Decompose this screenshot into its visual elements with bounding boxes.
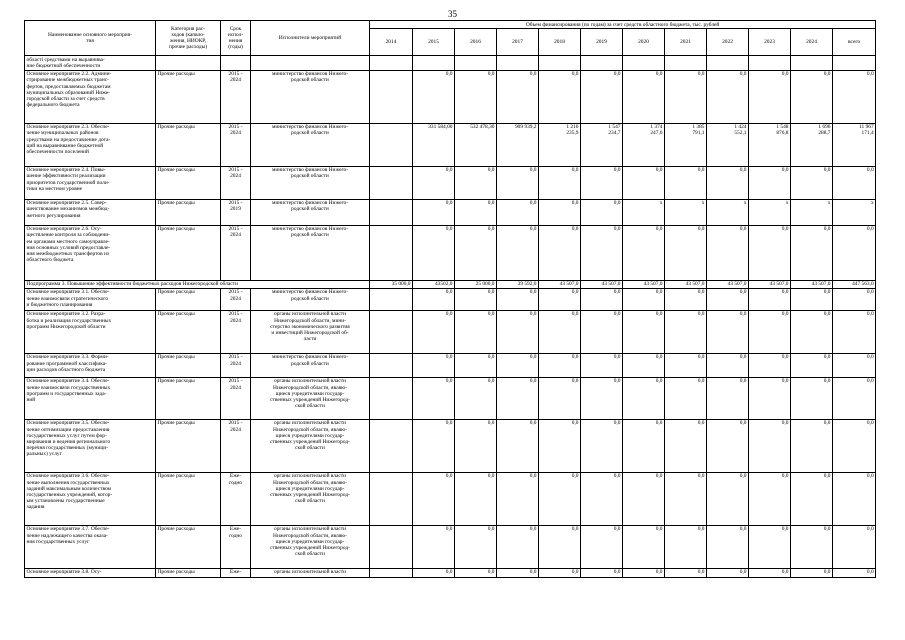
execution-term: Еже- годно (221, 472, 251, 525)
funding-value: 0,0 (539, 568, 581, 577)
header-funding-group: Объем финансирования (по годам) за счет средств областного бюджета, тыс. рублей (370, 21, 876, 29)
funding-value: 0,0 (497, 472, 539, 525)
funding-value: 0,0 (749, 288, 791, 310)
funding-value: 0,0 (539, 166, 581, 199)
funding-value: 0,0 (665, 377, 707, 419)
funding-value: 0,0 (707, 568, 749, 577)
funding-value: 43502,0 (413, 280, 455, 288)
funding-value: 0,0 (413, 310, 455, 353)
funding-value: 0,0 (455, 225, 497, 280)
funding-value: 447 563,0 (833, 280, 876, 288)
funding-value: 0,0 (497, 377, 539, 419)
funding-value: 0,0 (413, 419, 455, 472)
activity-name: Основное мероприятие 3.3. Форми- рование программной классифика- ции расходов областного бюджета (25, 353, 156, 377)
funding-value: 0,0 (749, 353, 791, 377)
funding-value: 0,0 (581, 472, 623, 525)
funding-value: 43 507,0 (707, 280, 749, 288)
executor: органы исполнительной власти Нижегородской области, являю- щиеся учредителями государ- ственных учреждений Нижегород- ской области (251, 472, 370, 525)
funding-value: х (749, 199, 791, 225)
funding-value: 0,0 (749, 568, 791, 577)
expense-category: Прочие расходы (156, 310, 221, 353)
funding-value: 0,0 (623, 568, 665, 577)
header-year: всего (833, 29, 876, 56)
funding-value: 0,0 (497, 199, 539, 225)
funding-value: 0,0 (497, 419, 539, 472)
funding-value: 0,0 (833, 377, 876, 419)
funding-value: 909 939,2 (497, 123, 539, 166)
funding-value: 0,0 (455, 419, 497, 472)
funding-value: 0,0 (707, 166, 749, 199)
funding-value: 0,0 (413, 70, 455, 123)
execution-term: 2015 - 2024 (221, 419, 251, 472)
activity-name: Основное мероприятие 3.5. Обеспе- чение оптимизации предоставления государственных услуг путем фор- мирования и ведения регионального перечня государственных (муници- pальных) услуг (25, 419, 156, 472)
funding-value: х (833, 199, 876, 225)
header-year: 2024 (791, 29, 833, 56)
funding-value: 11 967 171,4 (833, 123, 876, 166)
expense-category: Прочие расходы (156, 353, 221, 377)
funding-value: 0,0 (497, 525, 539, 568)
activity-name: Основное мероприятие 3.2. Разра- ботка и реализация государственных программ Нижегородской области (25, 310, 156, 353)
header-year: 2021 (665, 29, 707, 56)
funding-value: 0,0 (581, 568, 623, 577)
funding-value: 0,0 (581, 70, 623, 123)
executor: министерство финансов Нижего- родской области (251, 123, 370, 166)
expense-category: Прочие расходы (156, 70, 221, 123)
funding-table (24, 20, 876, 578)
funding-value: 0,0 (581, 353, 623, 377)
executor: министерство финансов Нижего- родской области (251, 70, 370, 123)
funding-value (370, 419, 413, 472)
funding-value: 0,0 (455, 568, 497, 577)
funding-value: 0,0 (581, 225, 623, 280)
table-row (25, 70, 876, 123)
activity-name: Основное мероприятие 3.8. Осу- (25, 568, 156, 577)
expense-category: Прочие расходы (156, 123, 221, 166)
execution-term: 2015 - 2024 (221, 123, 251, 166)
funding-value: 0,0 (413, 472, 455, 525)
table-row (25, 525, 876, 568)
execution-term: Еже- (221, 568, 251, 577)
funding-value: 0,0 (455, 288, 497, 310)
activity-name: Основное мероприятие 3.7. Обеспе- чение надлежащего качества оказа- ния государственных услуг (25, 525, 156, 568)
expense-category: Прочие расходы (156, 288, 221, 310)
expense-category: Прочие расходы (156, 525, 221, 568)
header-year: 2018 (539, 29, 581, 56)
funding-value: 1 696 288,7 (791, 123, 833, 166)
funding-value: 0,0 (455, 525, 497, 568)
funding-value: 0,0 (623, 377, 665, 419)
table-row (25, 199, 876, 225)
empty-cell (791, 56, 833, 70)
execution-term: 2015 - 2024 (221, 310, 251, 353)
executor: министерство финансов Нижего- родской области (251, 166, 370, 199)
funding-value: 0,0 (539, 419, 581, 472)
funding-value: 1 216 235,9 (539, 123, 581, 166)
execution-term: 2015 - 2024 (221, 288, 251, 310)
funding-value: 1 547 234,7 (581, 123, 623, 166)
funding-value: 0,0 (413, 288, 455, 310)
funding-value: 0,0 (833, 568, 876, 577)
activity-name: Основное мероприятие 3.6. Обеспе- чение выполнения государственных заданий максимальным количеством государственных учреждений, котор- ым установлены государственные задания (25, 472, 156, 525)
table-body (25, 21, 876, 578)
funding-value: 0,0 (749, 70, 791, 123)
funding-value: 0,0 (749, 377, 791, 419)
empty-cell (581, 56, 623, 70)
expense-category: Прочие расходы (156, 472, 221, 525)
funding-value: 0,0 (581, 199, 623, 225)
funding-value: 0,0 (623, 288, 665, 310)
funding-value: 0,0 (623, 310, 665, 353)
execution-term: 2015 - 2024 (221, 353, 251, 377)
funding-value: 0,0 (455, 310, 497, 353)
expense-category: Прочие расходы (156, 377, 221, 419)
funding-value: 0,0 (413, 225, 455, 280)
funding-value: 0,0 (455, 70, 497, 123)
header-name: Наименование основного мероприя- тия (25, 21, 156, 56)
empty-cell (156, 56, 221, 70)
funding-value: 0,0 (539, 225, 581, 280)
funding-value: 331 584,00 (413, 123, 455, 166)
funding-value: 0,0 (665, 568, 707, 577)
header-row (25, 21, 876, 29)
funding-value (370, 377, 413, 419)
funding-value: 0,0 (455, 199, 497, 225)
funding-value (370, 166, 413, 199)
executor: органы исполнительной власти Нижегородской области, являю- щиеся учредителями государ- ственных учреждений Нижегород- ской области (251, 525, 370, 568)
funding-value: 0,0 (749, 225, 791, 280)
funding-value: 0,0 (413, 166, 455, 199)
funding-value: 0,0 (833, 472, 876, 525)
subprogram-title: Подпрограмма 3. Повышение эффективности бюджетных расходов Нижегородской области (25, 280, 370, 288)
funding-value: 0,0 (707, 472, 749, 525)
execution-term: 2015 - 2024 (221, 225, 251, 280)
funding-value: 0,0 (791, 353, 833, 377)
activity-name: області средствами на выравнива- ние бюджетной обеспеченности (25, 56, 156, 70)
funding-value (370, 70, 413, 123)
header-year: 2020 (623, 29, 665, 56)
table-row (25, 353, 876, 377)
funding-value: 0,0 (497, 70, 539, 123)
funding-value: 0,0 (749, 419, 791, 472)
execution-term: Еже- годно (221, 525, 251, 568)
executor: органы исполнительной власти Нижегородской области, являю- щиеся учредителями государ- ственных учреждений Нижегород- ской области (251, 377, 370, 419)
funding-value: 0,0 (665, 353, 707, 377)
funding-value: 0,0 (539, 199, 581, 225)
table-row (25, 472, 876, 525)
table-row (25, 568, 876, 577)
funding-value (370, 568, 413, 577)
funding-value: 1 374 247,6 (623, 123, 665, 166)
funding-value: 0,0 (833, 310, 876, 353)
funding-value: 0,0 (455, 166, 497, 199)
table-row (25, 377, 876, 419)
funding-value: 0,0 (833, 166, 876, 199)
funding-value: 0,0 (791, 225, 833, 280)
funding-value: 1 385 791,1 (665, 123, 707, 166)
funding-value: 0,0 (707, 419, 749, 472)
funding-value: 0,0 (413, 525, 455, 568)
expense-category: Прочие расходы (156, 199, 221, 225)
header-year: 2015 (413, 29, 455, 56)
expense-category: Прочие расходы (156, 568, 221, 577)
funding-value: 0,0 (665, 310, 707, 353)
funding-value (370, 225, 413, 280)
empty-cell (665, 56, 707, 70)
funding-value: 0,0 (455, 353, 497, 377)
funding-value: 0,0 (791, 70, 833, 123)
funding-value: 0,0 (791, 166, 833, 199)
empty-cell (497, 56, 539, 70)
funding-value: 0,0 (665, 70, 707, 123)
activity-name: Основное мероприятие 2.6. Осу- ществление контроля за соблюдени- ем органами местного самоуправле- ния основных условий предоставле- ния межбюджетных трансфертов из областного бюджета (25, 225, 156, 280)
funding-value: х (665, 199, 707, 225)
funding-value: 0,0 (539, 472, 581, 525)
funding-value: 0,0 (707, 377, 749, 419)
funding-value: 0,0 (497, 225, 539, 280)
executor: министерство финансов Нижего- родской области (251, 353, 370, 377)
funding-value: 0,0 (497, 310, 539, 353)
page-number: 35 (448, 9, 457, 19)
funding-value: 0,0 (413, 353, 455, 377)
funding-value: 0,0 (623, 70, 665, 123)
funding-value: 25 000,0 (455, 280, 497, 288)
empty-cell (539, 56, 581, 70)
funding-value: 0,0 (497, 353, 539, 377)
funding-value: 0,0 (581, 288, 623, 310)
funding-value: 0,0 (833, 225, 876, 280)
activity-name: Основное мероприятие 2.2. Админи- стрирование межбюджетных транс- фертов, предоставляемых бюджетам муниципальных образований Ниже- городской области за счет средств федерального бюджета (25, 70, 156, 123)
table-row-continuation (25, 56, 876, 70)
funding-value: 0,0 (665, 288, 707, 310)
funding-value: 0,0 (749, 310, 791, 353)
execution-term: 2015 - 2024 (221, 166, 251, 199)
funding-value: 0,0 (539, 288, 581, 310)
executor: органы исполнительной власти (251, 568, 370, 577)
table-row (25, 310, 876, 353)
funding-value: 0,0 (539, 377, 581, 419)
funding-value: 43 507,0 (539, 280, 581, 288)
funding-value: 43 507,0 (623, 280, 665, 288)
funding-value: 43 507,0 (749, 280, 791, 288)
funding-value: 0,0 (833, 525, 876, 568)
empty-cell (455, 56, 497, 70)
header-year: 2019 (581, 29, 623, 56)
funding-value: 0,0 (581, 377, 623, 419)
expense-category: Прочие расходы (156, 166, 221, 199)
funding-value: 0,0 (707, 525, 749, 568)
activity-name: Основное мероприятие 3.1. Обеспе- чение взаимосвязи стратегического и бюджетного планирования (25, 288, 156, 310)
funding-value (370, 123, 413, 166)
funding-value: 43 507,0 (665, 280, 707, 288)
funding-value: 0,0 (623, 225, 665, 280)
header-executor: Исполнители мероприятий (251, 21, 370, 56)
executor: органы исполнительной власти Нижегородской области, являю- щиеся учредителями государ- ственных учреждений Нижегород- ской области (251, 419, 370, 472)
table-row (25, 166, 876, 199)
funding-value: 0,0 (707, 70, 749, 123)
funding-value: х (623, 199, 665, 225)
funding-value: 0,0 (623, 525, 665, 568)
funding-value: 0,0 (707, 225, 749, 280)
activity-name: Основное мероприятие 2.5. Совер- шенствование механизмов межбюд- жетного регулирования (25, 199, 156, 225)
empty-cell (221, 56, 251, 70)
activity-name: Основное мероприятие 2.3. Обеспе- чение муниципальных районов средствами на предоставление дота- ций на выравнивание бюджетной обеспеченности поселений (25, 123, 156, 166)
execution-term: 2015 - 2024 (221, 377, 251, 419)
funding-value: 532 478,30 (455, 123, 497, 166)
funding-value: 0,0 (791, 419, 833, 472)
funding-value: 0,0 (791, 377, 833, 419)
funding-value: 0,0 (581, 310, 623, 353)
funding-value: 0,0 (539, 310, 581, 353)
funding-value: 0,0 (455, 377, 497, 419)
funding-value: 0,0 (707, 310, 749, 353)
funding-value: 0,0 (539, 525, 581, 568)
table-row (25, 419, 876, 472)
funding-value: 0,0 (749, 472, 791, 525)
header-year: 2016 (455, 29, 497, 56)
empty-cell (370, 56, 413, 70)
funding-value: 0,0 (665, 525, 707, 568)
funding-value (370, 310, 413, 353)
funding-value: 43 507,0 (791, 280, 833, 288)
funding-value: 0,0 (833, 288, 876, 310)
funding-value: 0,0 (497, 166, 539, 199)
empty-cell (749, 56, 791, 70)
funding-value: 0,0 (833, 70, 876, 123)
execution-term: 2015 - 2024 (221, 70, 251, 123)
funding-value: 0,0 (413, 377, 455, 419)
empty-cell (413, 56, 455, 70)
funding-value: 0,0 (539, 70, 581, 123)
funding-value (370, 472, 413, 525)
funding-value: 0,0 (791, 525, 833, 568)
executor: министерство финансов Нижего- родской области (251, 288, 370, 310)
funding-value (370, 525, 413, 568)
empty-cell (251, 56, 370, 70)
empty-cell (623, 56, 665, 70)
funding-value: 0,0 (791, 310, 833, 353)
funding-value: х (707, 199, 749, 225)
funding-value: 0,0 (833, 419, 876, 472)
funding-value: 39 592,0 (497, 280, 539, 288)
funding-value: 0,0 (749, 166, 791, 199)
funding-value: 1 424 552,1 (707, 123, 749, 166)
funding-value: 0,0 (707, 353, 749, 377)
funding-value: 0,0 (623, 166, 665, 199)
funding-value: 0,0 (497, 288, 539, 310)
funding-value: 0,0 (707, 288, 749, 310)
funding-value: 0,0 (833, 353, 876, 377)
table-row (25, 288, 876, 310)
table-row (25, 123, 876, 166)
activity-name: Основное мероприятие 3.4. Обеспе- чение взаимосвязи государственных программ и государственных зада- ний (25, 377, 156, 419)
funding-value: 43 507,0 (581, 280, 623, 288)
expense-category: Прочие расходы (156, 225, 221, 280)
subprogram-row (25, 280, 876, 288)
funding-value: 0,0 (581, 166, 623, 199)
executor: министерство финансов Нижего- родской области (251, 225, 370, 280)
funding-value: 35 000,0 (370, 280, 413, 288)
header-term: Срок испол- нения (годы) (221, 21, 251, 56)
funding-value: 0,0 (497, 568, 539, 577)
funding-value: 0,0 (581, 525, 623, 568)
funding-value: 0,0 (413, 199, 455, 225)
funding-value (370, 199, 413, 225)
header-category: Категория рас- ходов (капвло- жения, НИОКР, прочие расходы) (156, 21, 221, 56)
execution-term: 2015 - 2019 (221, 199, 251, 225)
funding-value: 0,0 (623, 419, 665, 472)
funding-value: 0,0 (413, 568, 455, 577)
funding-value: 0,0 (791, 288, 833, 310)
funding-value: 0,0 (665, 166, 707, 199)
funding-value: 0,0 (791, 568, 833, 577)
header-year: 2017 (497, 29, 539, 56)
executor: министерство финансов Нижего- родской области (251, 199, 370, 225)
funding-value: х (791, 199, 833, 225)
activity-name: Основное мероприятие 2.4. Повы- шение эффективности реализации приоритетов государственной поли- тики на местном уровне (25, 166, 156, 199)
funding-value: 0,0 (623, 472, 665, 525)
funding-value: 0,0 (455, 472, 497, 525)
funding-value: 0,0 (665, 419, 707, 472)
header-year: 2023 (749, 29, 791, 56)
expense-category: Прочие расходы (156, 419, 221, 472)
header-year: 2014 (370, 29, 413, 56)
funding-value: 0,0 (791, 472, 833, 525)
funding-value: 1 548 876,8 (749, 123, 791, 166)
funding-value (370, 353, 413, 377)
empty-cell (707, 56, 749, 70)
executor: органы исполнительной власти Нижегородской области, мини- стерство экономического развития и инвестиций Нижегородской об- ласти (251, 310, 370, 353)
funding-value: 0,0 (623, 353, 665, 377)
funding-value (370, 288, 413, 310)
funding-value: 0,0 (665, 472, 707, 525)
empty-cell (833, 56, 876, 70)
funding-value: 0,0 (665, 225, 707, 280)
table-row (25, 225, 876, 280)
funding-value: 0,0 (749, 525, 791, 568)
funding-value: 0,0 (539, 353, 581, 377)
header-year: 2022 (707, 29, 749, 56)
funding-value: 0,0 (581, 419, 623, 472)
